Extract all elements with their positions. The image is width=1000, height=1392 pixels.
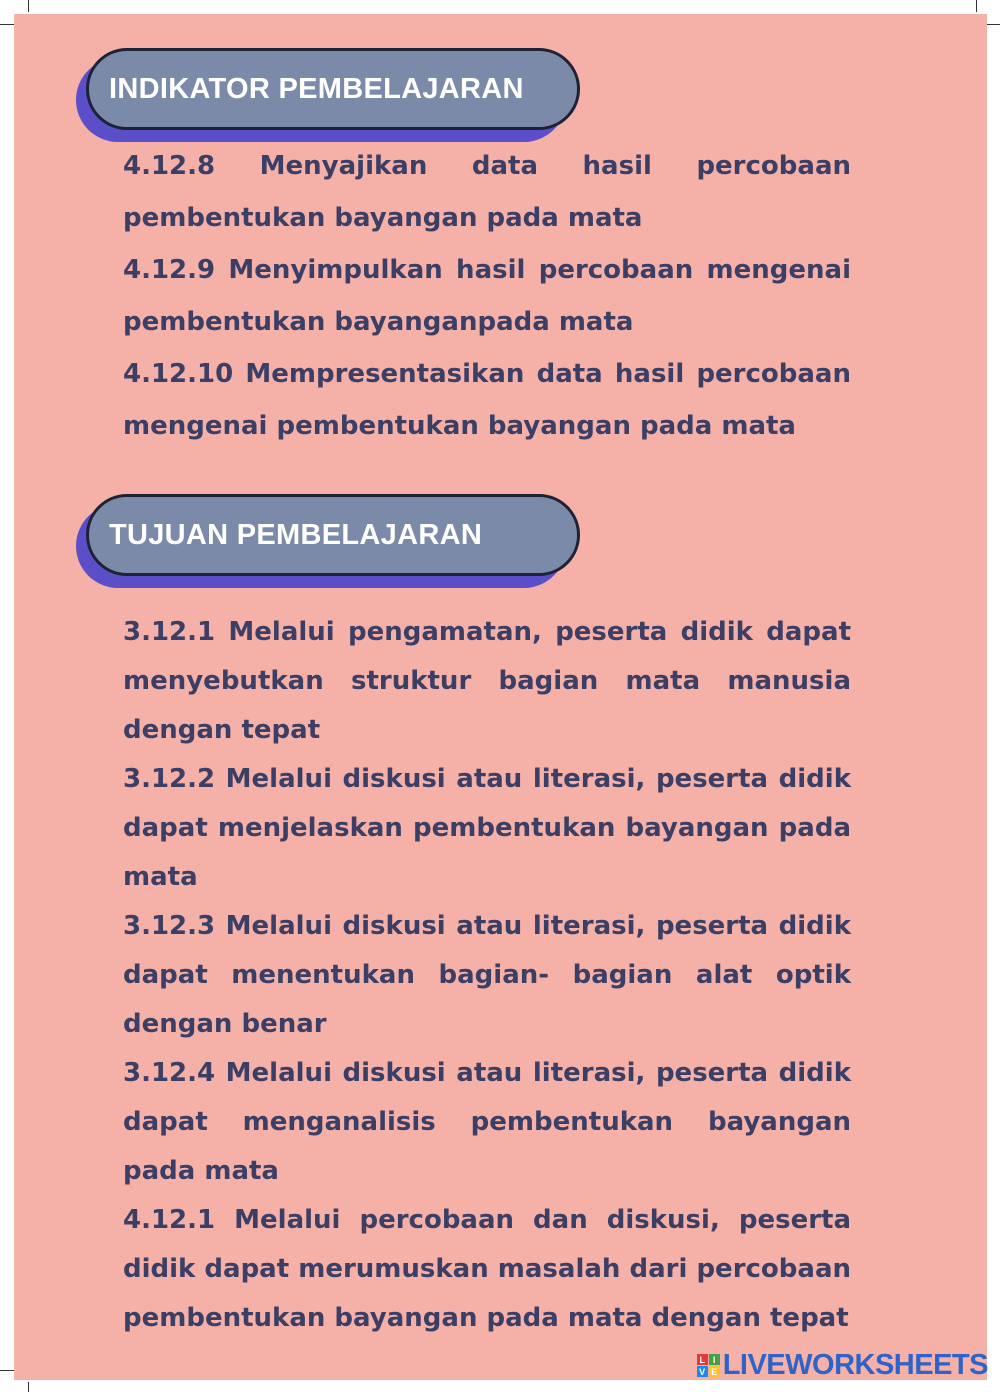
- crop-mark: [0, 24, 14, 25]
- section-title: TUJUAN PEMBELAJARAN: [109, 518, 483, 551]
- list-item: 3.12.1 Melalui pengamatan, peserta didik dapat menyebutkan struktur bagian mata manusia dengan tepat: [123, 617, 851, 745]
- crop-mark: [28, 1382, 29, 1392]
- logo-letter: V: [697, 1366, 708, 1377]
- header-pill: [86, 494, 580, 576]
- crop-mark: [0, 1370, 14, 1371]
- list-item: 3.12.4 Melalui diskusi atau literasi, peserta didik dapat menganalisis pembentukan bayangan pada mata: [123, 1058, 851, 1186]
- list-item: 4.12.8 Menyajikan data hasil percobaan pembentukan bayangan pada mata: [123, 151, 851, 233]
- crop-mark: [28, 0, 29, 12]
- logo-letter: L: [697, 1354, 708, 1365]
- tujuan-header: [76, 494, 586, 590]
- live-logo-icon: [697, 1354, 720, 1377]
- tujuan-list: [123, 608, 851, 1343]
- indikator-list: [123, 140, 851, 452]
- list-item: 3.12.2 Melalui diskusi atau literasi, peserta didik dapat menjelaskan pembentukan bayangan pada mata: [123, 764, 851, 892]
- list-item: 4.12.9 Menyimpulkan hasil percobaan mengenai pembentukan bayanganpada mata: [123, 255, 851, 337]
- liveworksheets-logo[interactable]: [697, 1349, 988, 1382]
- header-pill: [86, 48, 580, 130]
- indikator-header: [76, 48, 586, 144]
- footer-brand-text: LIVEWORKSHEETS: [722, 1349, 988, 1381]
- logo-letter: I: [709, 1354, 720, 1365]
- list-item: 4.12.10 Mempresentasikan data hasil percobaan mengenai pembentukan bayangan pada mata: [123, 359, 851, 441]
- crop-mark: [976, 0, 977, 12]
- list-item: 4.12.1 Melalui percobaan dan diskusi, peserta didik dapat merumuskan masalah dari percobaan pembentukan bayangan pada mata dengan tepat: [123, 1205, 851, 1333]
- section-title: INDIKATOR PEMBELAJARAN: [109, 72, 524, 105]
- crop-mark: [986, 24, 1000, 25]
- list-item: 3.12.3 Melalui diskusi atau literasi, peserta didik dapat menentukan bagian- bagian alat optik dengan benar: [123, 911, 851, 1039]
- logo-letter: E: [709, 1366, 720, 1377]
